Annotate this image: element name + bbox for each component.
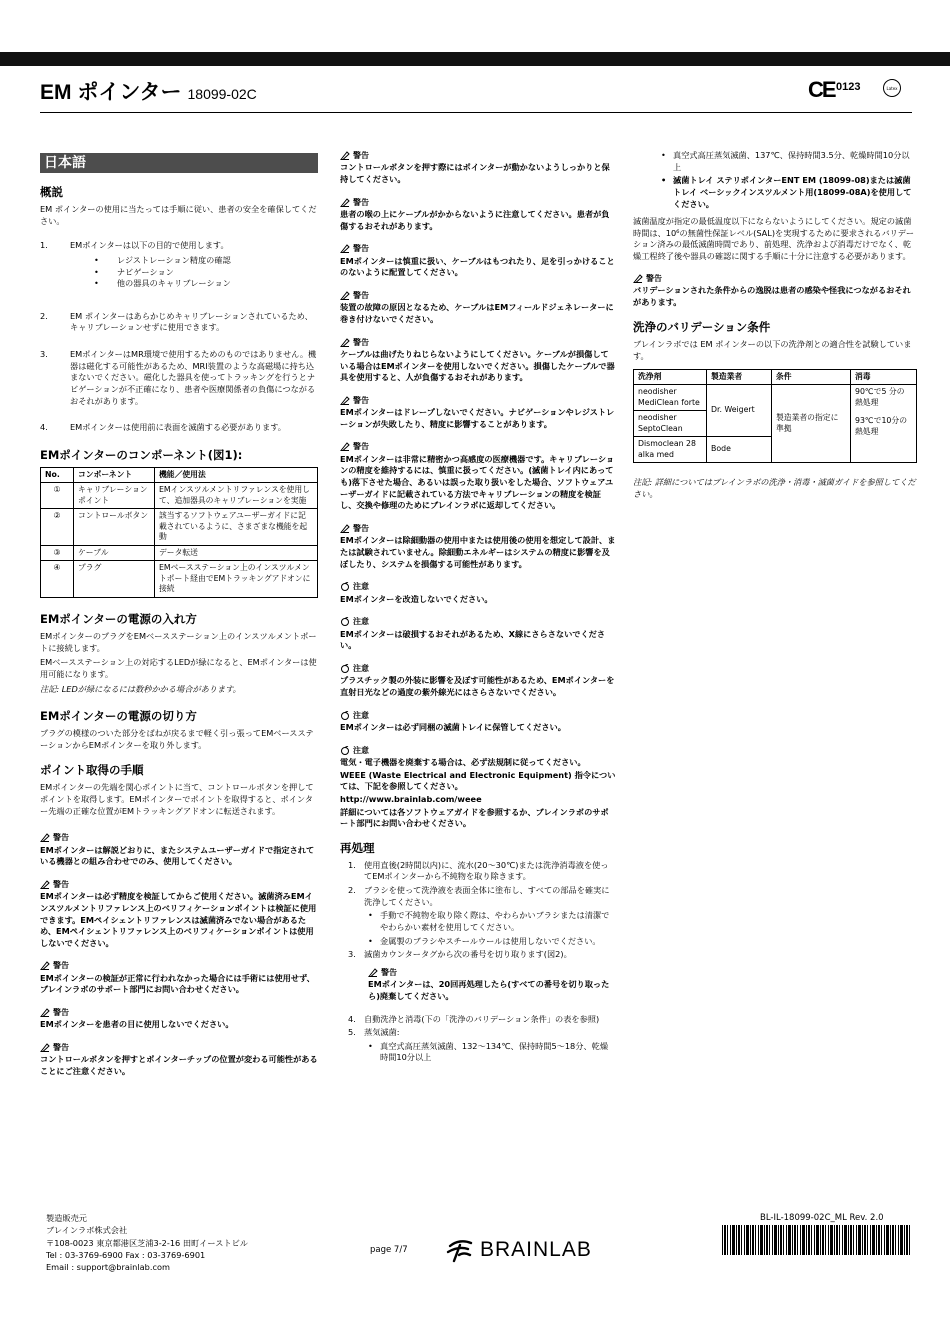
warning-block: 警告 EMポインターは非常に精密かつ高感度の医療機器です。キャリブレーションの精度を維持するには、慎重に扱ってください。(滅菌トレイ内にあっても)落下させた場合、あるいは誤った取り扱いをした場合、ソフトウェアユーザーガイドに記載されている方法でキャリブレーションの精度を検証し、交換や修理のためにブレインラボに返却してください。 <box>340 442 615 511</box>
table-header: 消毒 <box>851 369 917 385</box>
warning-block: 警告 装置の故障の原因となるため、ケーブルはEMフィールドジェネレーターに巻き付けないでください。 <box>340 290 614 324</box>
warning-block: 警告 コントロールボタンを押す際にはポインターが動かないようしっかりと保持してください。 <box>340 151 610 184</box>
list-item: • 滅菌トレイ ステリポインターENT EM (18099-08)または滅菌トレイ ベーシックインスツルメント用(18099-08A)を使用してください。 <box>633 175 917 210</box>
power-on-note: 注記: LEDが緑になるには数秒かかる場合があります。 <box>40 683 241 694</box>
column-2 <box>340 150 616 1066</box>
table-row: Dismoclean 28 alka med Bode <box>634 437 917 463</box>
caution-icon <box>340 746 350 755</box>
warning-icon <box>368 968 378 977</box>
cleaning-table <box>633 369 917 464</box>
warning-block: 警告 EMポインターは慎重に扱い、ケーブルはもつれたり、足を引っかけることのないように配置してください。 <box>340 244 615 278</box>
table-header: 機能／使用法 <box>155 467 318 483</box>
list-item: 1. 使用直後(2時間以内)に、流水(20～30℃)または洗浄消毒液を使ってEMポインターから不純物を取り除きます。 <box>348 859 609 882</box>
disposal-caution: 注意 電気・電子機器を廃棄する場合は、必ず法規制に従ってください。 WEEE (Waste Electrical and Electronic Equipment) 指令については、下記を参照してください。 http://www.brainlab.com/weee 詳細については各ソフトウェアガイドを参照するか、ブレインラボのサポート部門にお問い合わせください。 <box>340 745 616 829</box>
brainlab-logo: BRAINLAB <box>446 1235 592 1265</box>
table-row: ③ ケーブル データ転送 <box>41 545 318 561</box>
power-off-heading: EMポインターの電源の切り方 <box>40 709 197 724</box>
list-item: • レジストレーション精度の確認 <box>100 255 318 267</box>
warning-icon <box>633 274 643 283</box>
caution-icon <box>340 711 350 720</box>
manufacturer-info: 製造販売元 ブレインラボ株式会社 〒108-0023 東京都港区芝浦3-2-16 田町イーストビル Tel : 03-3769-6900 Fax : 03-3769-6901 Email : support@brainlab.com <box>46 1213 248 1273</box>
table-header: 製造業者 <box>707 369 772 385</box>
warning-icon <box>340 524 350 533</box>
list-item: • ナビゲーション <box>100 267 318 279</box>
power-on-text: EMポインターのプラグをEMベースステーション上のインスツルメントポートに接続します。 <box>40 630 317 653</box>
brainlab-logo-icon <box>446 1237 474 1263</box>
caution-block: 注意 EMポインターは破損するおそれがあるため、X線にさらさないでください。 <box>340 617 606 651</box>
warning-icon <box>340 198 350 207</box>
components-table <box>40 467 318 598</box>
ce-number: 0123 <box>836 81 861 93</box>
caution-block: 注意 EMポインターを改造しないでください。 <box>340 582 493 604</box>
list-item: • 手動で不純物を取り除く際は、やわらかいブラシまたは清潔でやわらかい素材を使用してください。 <box>340 910 616 933</box>
table-row: ④ プラグ EMベースステーション上のインスツルメントポート経由でEMトラッキングアドオンに接続 <box>41 561 318 598</box>
barcode <box>722 1225 912 1255</box>
warning-block: 警告 ケーブルは曲げたりねじらないようにしてください。ケーブルが損傷している場合はEMポインターを使用しないでください。損傷したケーブルで器具を使用すると、人が負傷するおそれがあります。 <box>340 337 615 383</box>
weee-link[interactable]: http://www.brainlab.com/weee <box>340 793 482 804</box>
latex-free-icon: Latex <box>883 79 901 97</box>
warning-block: 警告 バリデーションされた条件からの逸脱は患者の感染や怪我につながるおそれがあります。 <box>633 273 911 307</box>
list-item: 4. EMポインターは使用前に表面を滅菌する必要があります。 <box>40 422 286 433</box>
list-item: • 真空式高圧蒸気滅菌、137℃、保持時間3.5分、乾燥時間10分以上 <box>633 150 917 173</box>
warning-block: 警告 EMポインターは、20回再処理したら(すべての番号を切り取ったら)廃棄してください。 <box>368 967 610 1001</box>
points-text: EMポインターの先端を関心ポイントに当て、コントロールボタンを押してポイントを取得します。EMポインターでポイントを取得すると、ポインター先端の正確な位置がEMトラッキングアドオンに転送されます。 <box>40 782 314 816</box>
warning-block: 警告 患者の喉の上にケーブルがかからないように注意してください。患者が負傷するおそれがあります。 <box>340 197 610 231</box>
caution-icon <box>340 617 350 626</box>
reprocessing-heading: 再処理 <box>340 840 375 855</box>
points-heading: ポイント取得の手順 <box>40 763 144 778</box>
warning-icon <box>40 1008 50 1017</box>
warning-icon <box>340 338 350 347</box>
column-3 <box>633 150 917 504</box>
document-title: EM ポインター 18099-02C <box>40 81 257 104</box>
list-item: • 他の器具のキャリブレーション <box>100 278 318 290</box>
header-rule <box>40 112 912 113</box>
table-row: ① キャリブレーションポイント EMインスツルメントリファレンスを使用して、追加器具のキャリブレーションを実施 <box>41 483 318 509</box>
cleaning-intro: ブレインラボでは EM ポインターの以下の洗浄剤との適合性を試験しています。 <box>633 339 912 361</box>
warning-icon <box>340 244 350 253</box>
sterilization-list <box>633 150 917 210</box>
caution-block: 注意 EMポインターは必ず同梱の滅菌トレイに保管してください。 <box>340 710 566 732</box>
list-item: 5. 蒸気滅菌: <box>348 1027 400 1038</box>
table-row: neodisher MediClean forte Dr. Weigert 製造業者の指定に準拠 90℃で5 分の熱処理 93℃で10分の熱処理 <box>634 385 917 411</box>
warning-icon <box>340 291 350 300</box>
top-black-bar <box>0 52 950 66</box>
warning-block: 警告 EMポインターは必ず精度を検証してからご使用ください。滅菌済みEMインスツルメントリファレンス上のベリフィケーションポイントは検証に使用できます。EMペイシェントリファレンスは滅菌済みでない場合があるため、EMペイシェントリファレンス上のベリフィケーションポイントは使用しないでください。 <box>40 879 317 948</box>
warning-block: 警告 EMポインターを患者の目に使用しないでください。 <box>40 1008 234 1030</box>
power-off-text: プラグの模様のついた部分をばねが戻るまで軽く引っ張ってEMベースステーションからEMポインターを取り外します。 <box>40 728 314 750</box>
caution-block: 注意 プラスチック製の外装に影響を及ぼす可能性があるため、EMポインターを直射日光などの過度の紫外線光にはさらさないでください。 <box>340 663 615 697</box>
list-item: 2. ブラシを使って洗浄液を表面全体に塗布し、すべての部品を確実に洗浄してください。 <box>348 885 610 907</box>
column-1 <box>40 150 318 1089</box>
language-heading: 日本語 <box>40 153 318 173</box>
overview-heading: 概説 <box>40 185 63 199</box>
page-number: page 7/7 <box>370 1245 408 1255</box>
warning-block: 警告 EMポインターは解説どおりに、またシステムユーザーガイドで指定されている機器との組み合わせでのみ、使用してください。 <box>40 833 315 867</box>
warning-block: 警告 EMポインターの検証が正常に行われなかった場合には手術には使用せず、ブレインラボのサポート部門にお問い合わせください。 <box>40 961 315 995</box>
power-on-text: EMベースステーション上の対応するLEDが緑になると、EMポインターは使用可能になります。 <box>40 657 317 679</box>
list-item: • 金属製のブラシやスチールウールは使用しないでください。 <box>340 936 616 948</box>
warning-icon <box>40 1043 50 1052</box>
components-heading: EMポインターのコンポーネント(図1): <box>40 447 243 462</box>
list-item: • 真空式高圧蒸気滅菌、132～134℃、保持時間5～18分、乾燥時間10分以上 <box>340 1041 616 1064</box>
ce-mark: CE <box>808 77 835 102</box>
warning-icon <box>340 151 350 160</box>
warning-icon <box>40 880 50 889</box>
warning-block: 警告 EMポインターは除細動器の使用中または使用後の使用を想定して設計、または試験されていません。除細動エネルギーはシステムの精度に影響を及ぼしたり、システムを損傷する可能性があります。 <box>340 524 616 569</box>
table-header: 洗浄剤 <box>634 369 707 385</box>
warning-block: 警告 EMポインターはドレープしないでください。ナビゲーションやレジストレーションが失敗したり、精度に影響することがあります。 <box>340 395 615 429</box>
table-row: neodisher SeptoClean <box>634 411 917 437</box>
support-email: Email : support@brainlab.com <box>46 1262 170 1273</box>
table-header: No. <box>41 467 74 483</box>
reprocessing-list <box>340 860 616 1064</box>
list-item: 3. EMポインターはMR環境で使用するためのものではありません。機器は磁化する可能性があるため、MRI装置のような高磁場に持ち込まないでください。磁化した器具を使ってトラッキングを行うとナビゲーションが不正確になり、患者や医療関係者の負傷につながるおそれがあります。 <box>40 349 317 406</box>
list-item: 2. EM ポインターはあらかじめキャリブレーションされているため、キャリブレーションせずに使用できます。 <box>40 310 313 333</box>
cleaning-note: 注記: 詳細についてはブレインラボの洗浄・消毒・滅菌ガイドを参照してください。 <box>633 477 916 499</box>
document-number: BL-IL-18099-02C_ML Rev. 2.0 <box>760 1213 884 1223</box>
warning-block: 警告 コントロールボタンを押すとポインターチップの位置が変わる可能性があることにご注意ください。 <box>40 1043 318 1077</box>
table-header: コンポーネント <box>74 467 155 483</box>
warning-icon <box>40 961 50 970</box>
warning-icon <box>340 396 350 405</box>
cleaning-heading: 洗浄のバリデーション条件 <box>633 320 771 335</box>
sterilization-temp-text: 滅菌温度が指定の最低温度以下にならないようにしてください。規定の滅菌時間は、10⁶の無菌性保証レベル(SAL)を実現するために要求されるバリデーション済みの最低滅菌時間であり、前処理、洗浄および消毒だけでなく、乾燥工程終了後や器具の確認に関する手順に十分に注意する必要があります。 <box>633 216 915 262</box>
power-on-heading: EMポインターの電源の入れ方 <box>40 612 197 626</box>
warning-icon <box>340 442 350 451</box>
list-item: 3. 滅菌カウンタータグから次の番号を切り取ります(図2)。 <box>348 949 572 960</box>
list-item: 1. EMポインターは以下の目的で使用します。 <box>40 240 229 251</box>
caution-icon <box>340 664 350 673</box>
table-row: ② コントロールボタン 該当するソフトウェアユーザーガイドに記載されているように、さまざまな機能を起動 <box>41 509 318 546</box>
purpose-list <box>40 255 318 290</box>
overview-intro: EM ポインターの使用に当たっては手順に従い、患者の安全を確保してください。 <box>40 203 317 226</box>
caution-icon <box>340 582 350 591</box>
table-header: 条件 <box>772 369 851 385</box>
warning-icon <box>40 833 50 842</box>
list-item: 4. 自動洗浄と消毒(下の「洗浄のバリデーション条件」の表を参照) <box>348 1013 600 1024</box>
